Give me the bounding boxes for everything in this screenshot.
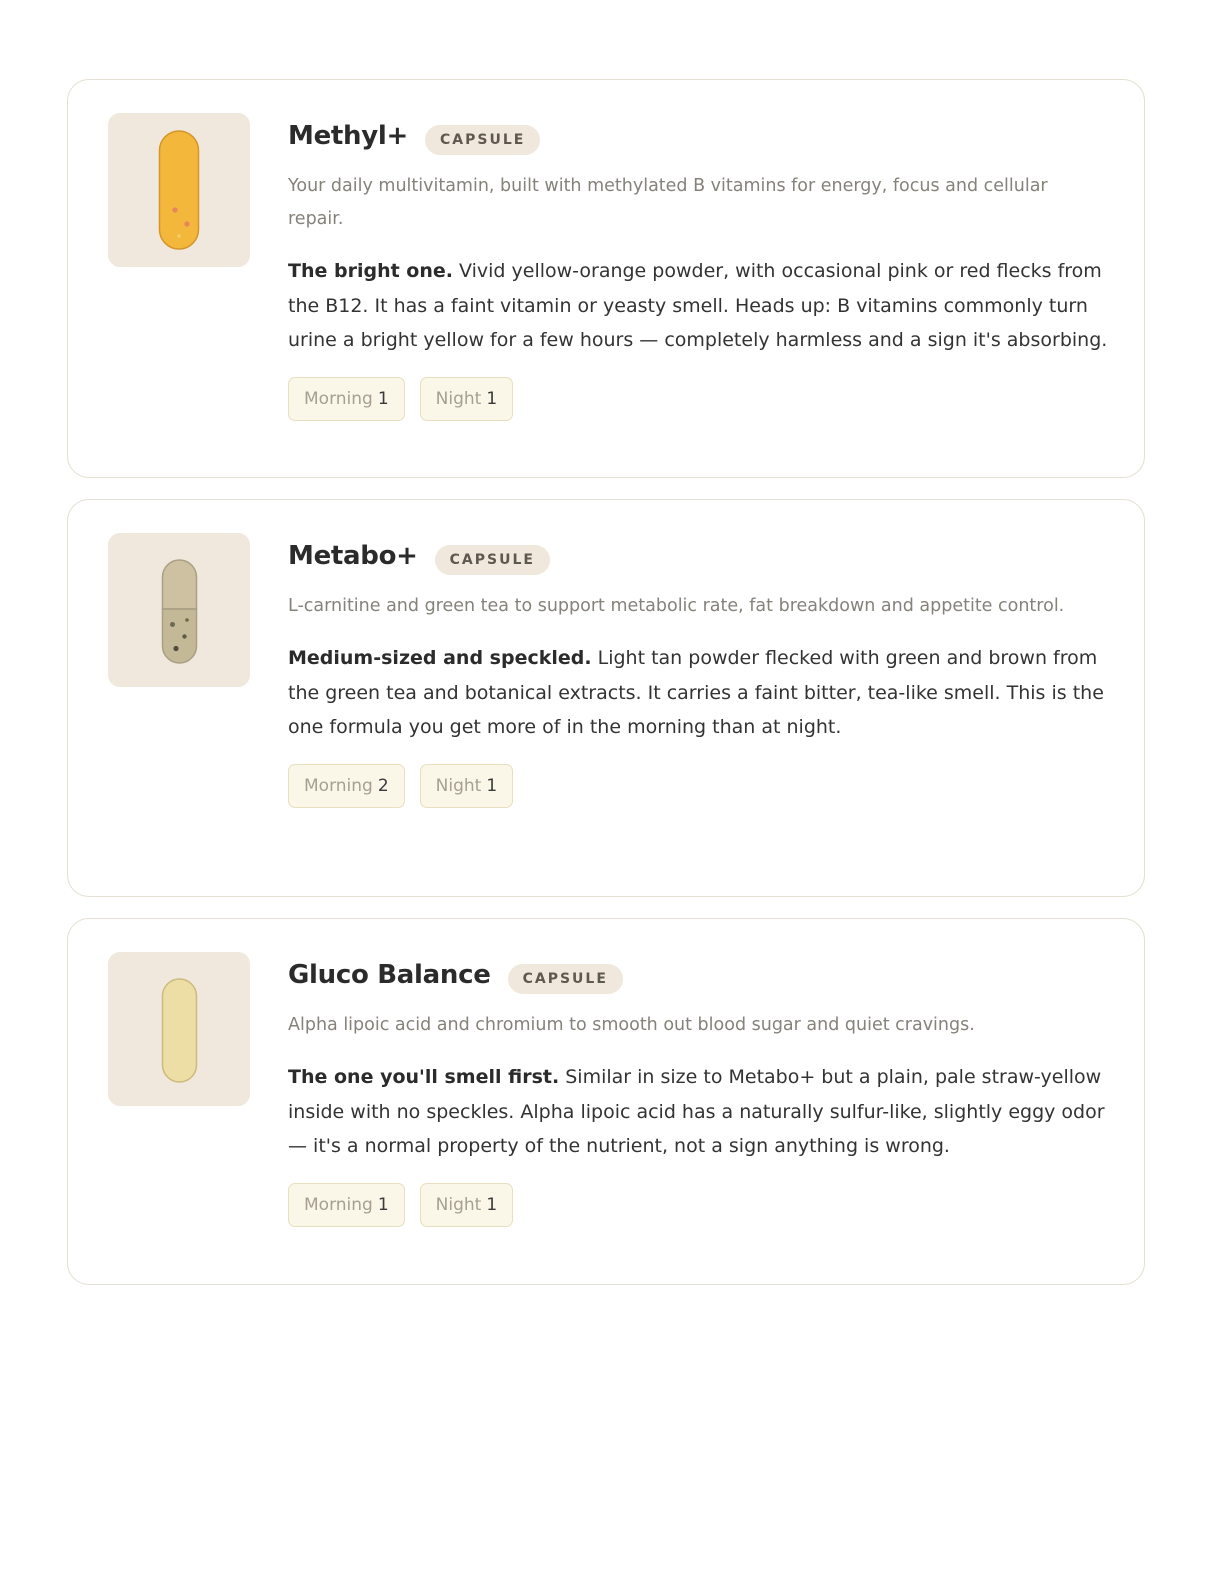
description-body: Light tan powder flecked with green and brown from the green tea and botanical extracts. It carries a faint bitter, tea-like smell. This is the one formula you get more of in the morning than at night. xyxy=(288,647,1104,738)
dose-chip-night xyxy=(420,377,514,421)
dose-count: 1 xyxy=(486,388,498,409)
form-badge: CAPSULE xyxy=(508,964,623,994)
form-badge: CAPSULE xyxy=(435,545,550,575)
capsule-icon xyxy=(108,952,250,1106)
product-description xyxy=(288,1060,1108,1164)
product-header xyxy=(288,953,1108,997)
capsule-icon xyxy=(108,113,250,267)
description-lead: The one you'll smell first. xyxy=(288,1066,560,1088)
dose-chip-night xyxy=(420,1183,514,1227)
dose-label: Morning xyxy=(304,388,373,409)
product-card-metabo xyxy=(67,499,1145,897)
description-body: Similar in size to Metabo+ but a plain, pale straw-yellow inside with no speckles. Alpha lipoic acid has a naturally sulfur-like, slightly eggy odor — it's a normal property of the nutrient, not a sign anything is wrong. xyxy=(288,1066,1105,1157)
dose-label: Morning xyxy=(304,775,373,796)
product-header xyxy=(288,534,1108,578)
description-lead: Medium-sized and speckled. xyxy=(288,647,592,669)
dose-schedule xyxy=(288,1183,1108,1227)
product-header xyxy=(288,114,1108,158)
capsule-thumbnail xyxy=(108,533,250,687)
dose-count: 1 xyxy=(486,775,498,796)
product-name: Metabo+ xyxy=(288,541,418,571)
product-tagline: Alpha lipoic acid and chromium to smooth out blood sugar and quiet cravings. xyxy=(288,1015,975,1035)
product-content xyxy=(288,534,1108,808)
dose-chip-morning xyxy=(288,764,405,808)
product-list xyxy=(67,79,1145,1306)
product-tagline: Your daily multivitamin, built with methylated B vitamins for energy, focus and cellular repair. xyxy=(288,176,1048,229)
dose-schedule xyxy=(288,377,1108,421)
dose-count: 1 xyxy=(377,1194,389,1215)
dose-count: 1 xyxy=(377,388,389,409)
product-content xyxy=(288,953,1108,1227)
product-description xyxy=(288,641,1108,745)
dose-label: Night xyxy=(435,775,482,796)
dose-label: Night xyxy=(435,1194,482,1215)
product-card-gluco-balance xyxy=(67,918,1145,1285)
dose-chip-morning xyxy=(288,1183,405,1227)
capsule-thumbnail xyxy=(108,113,250,267)
form-badge: CAPSULE xyxy=(425,125,540,155)
product-content xyxy=(288,114,1108,421)
product-name: Methyl+ xyxy=(288,121,408,151)
capsule-icon xyxy=(108,533,250,687)
product-tagline: L-carnitine and green tea to support metabolic rate, fat breakdown and appetite control. xyxy=(288,596,1065,616)
dose-chip-night xyxy=(420,764,514,808)
dose-count: 1 xyxy=(486,1194,498,1215)
product-description xyxy=(288,254,1108,358)
product-card-methyl xyxy=(67,79,1145,478)
dose-label: Morning xyxy=(304,1194,373,1215)
dose-label: Night xyxy=(435,388,482,409)
dose-chip-morning xyxy=(288,377,405,421)
product-name: Gluco Balance xyxy=(288,960,491,990)
description-body: Vivid yellow-orange powder, with occasional pink or red flecks from the B12. It has a faint vitamin or yeasty smell. Heads up: B vitamins commonly turn urine a bright yellow for a few hours — completely harmless and a sign it's absorbing. xyxy=(288,260,1108,351)
dose-schedule xyxy=(288,764,1108,808)
capsule-thumbnail xyxy=(108,952,250,1106)
description-lead: The bright one. xyxy=(288,260,453,282)
dose-count: 2 xyxy=(377,775,389,796)
